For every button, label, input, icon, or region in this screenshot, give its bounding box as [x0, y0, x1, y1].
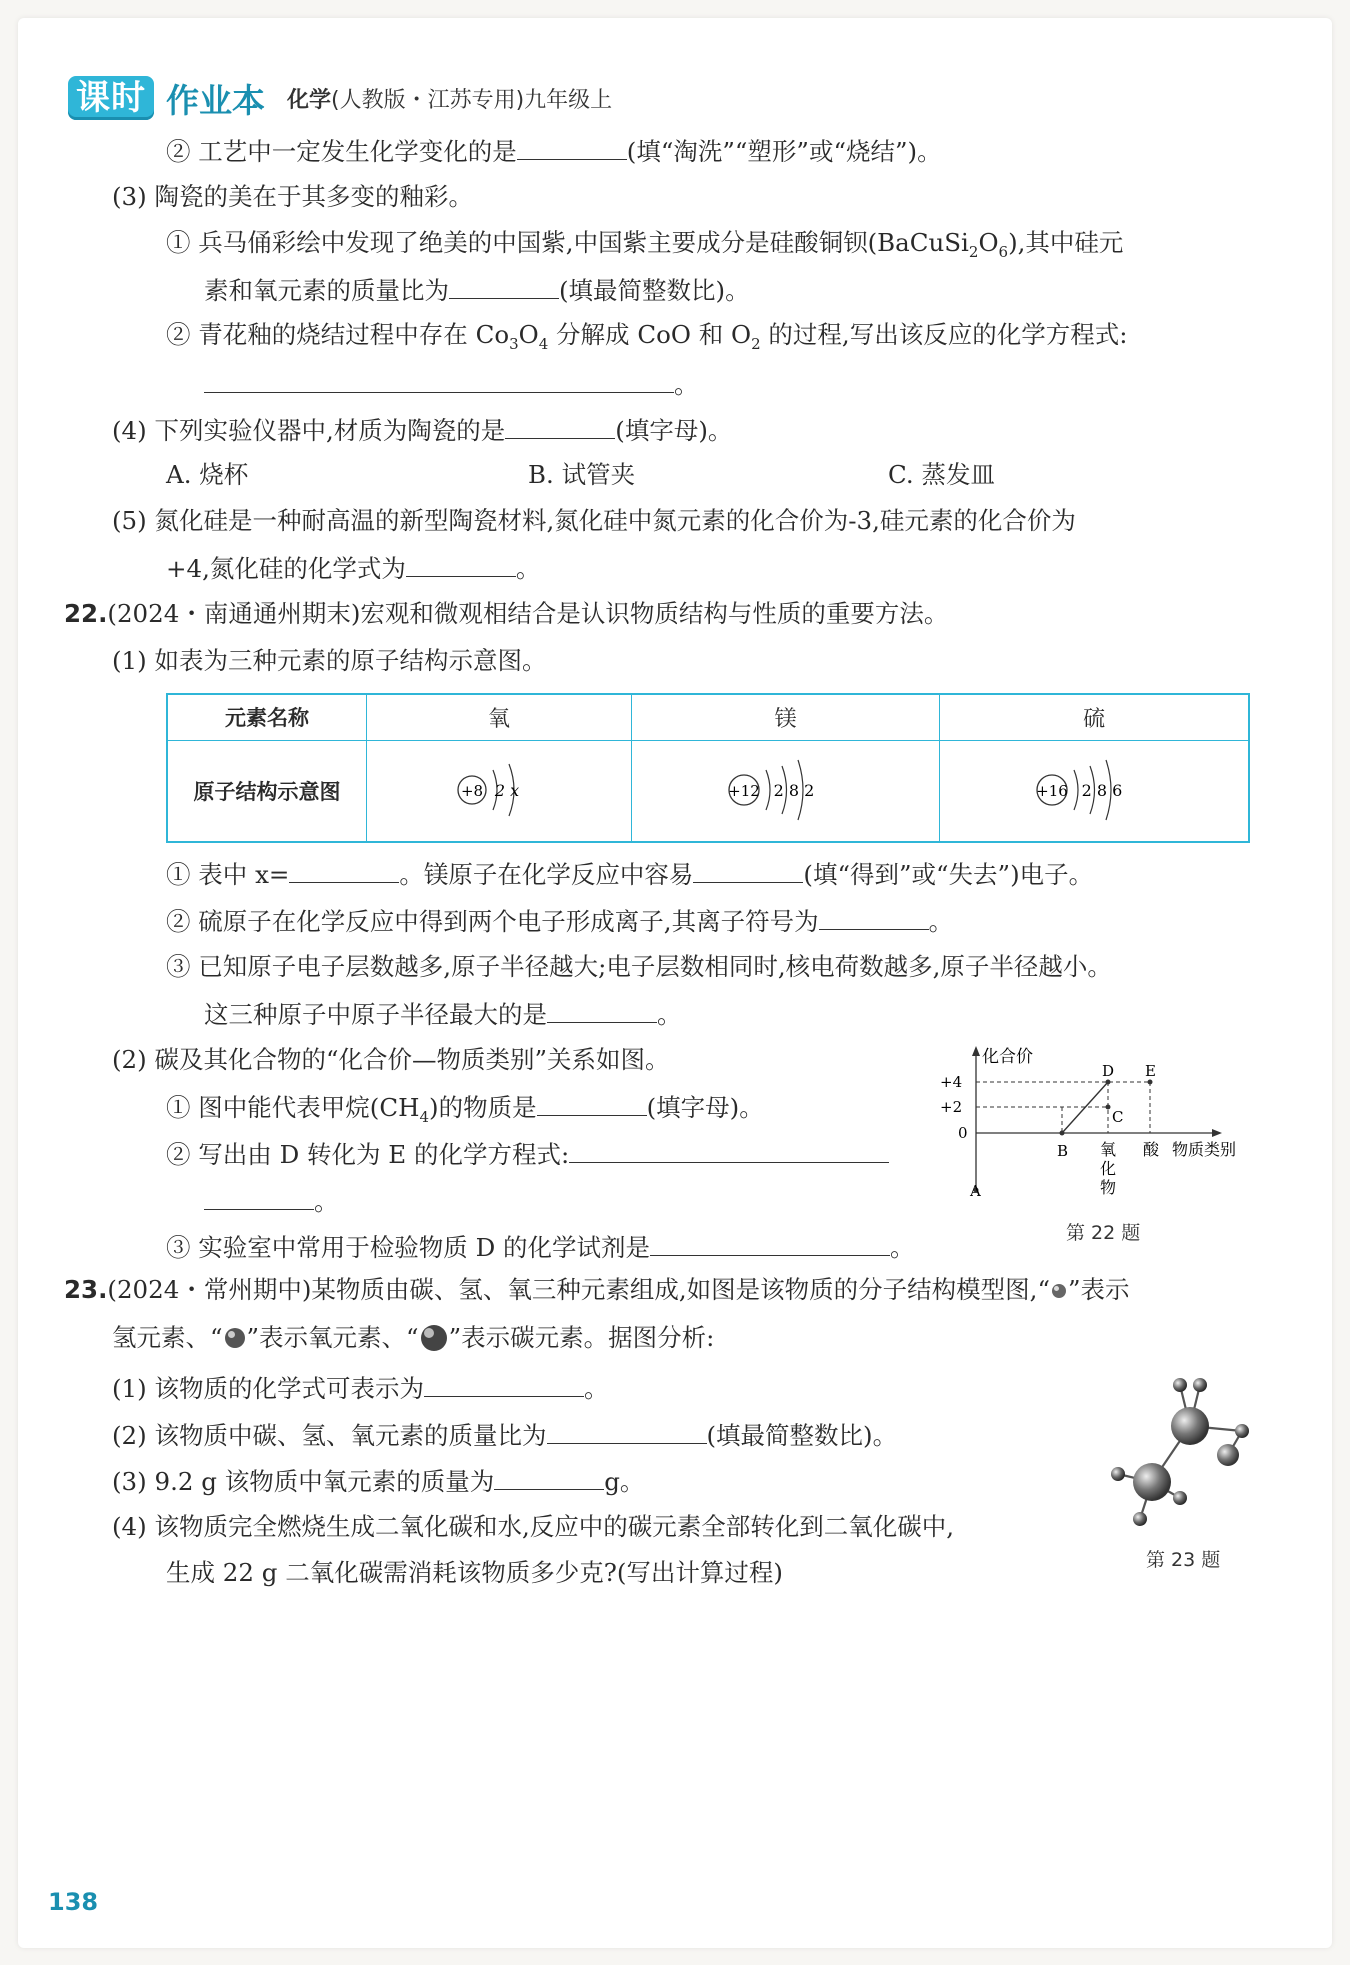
q22-2-1-text: ① 图中能代表甲烷(CH [166, 1093, 420, 1122]
q21-3-1 [166, 226, 1123, 269]
answer-blank[interactable] [204, 366, 674, 393]
ytick-plus2: +2 [940, 1098, 963, 1116]
q22-1-3-cont-text: 这三种原子中原子半径最大的是 [204, 1000, 547, 1029]
q22-1-2 [166, 903, 953, 939]
q21-3-1-o: O [978, 228, 999, 257]
q21-5-cont [166, 550, 540, 586]
oxygen-shells: 2 x [494, 780, 520, 800]
hydrogen-atom [1111, 1467, 1125, 1481]
q23-3-unit: g。 [604, 1467, 645, 1496]
label-a: A [970, 1182, 981, 1200]
oxygen-diagram [367, 740, 632, 842]
label-e: E [1145, 1062, 1156, 1080]
q21-3-1-cont-text: 素和氧元素的质量比为 [204, 276, 449, 305]
sulfur-diagram [940, 740, 1249, 842]
q22-2-2-cont [204, 1183, 339, 1219]
q23-text-2: ”表示 [1067, 1275, 1130, 1304]
q22-2-2-text: ② 写出由 D 转化为 E 的化学方程式: [166, 1140, 570, 1169]
xcat-oxide-2: 化 [1100, 1159, 1117, 1178]
hydrogen-atom [1173, 1491, 1187, 1505]
q22-1-2-text: ② 硫原子在化学反应中得到两个电子形成离子,其离子符号为 [166, 907, 819, 936]
xcat-acid: 酸 [1143, 1140, 1160, 1159]
q23-4: (4) 该物质完全燃烧生成二氧化碳和水,反应中的碳元素全部转化到二氧化碳中, [112, 1512, 955, 1541]
magnesium-nucleus: +12 [727, 781, 760, 800]
q22-1-3-cont [204, 996, 682, 1032]
q21-4-text: (4) 下列实验仪器中,材质为陶瓷的是 [112, 416, 506, 445]
q21-4-hint: (填字母)。 [615, 416, 733, 445]
page-header [68, 76, 612, 120]
q23-3 [112, 1463, 644, 1499]
q22-1-1-text: ① 表中 x= [166, 860, 290, 889]
hydrogen-atom [1235, 1424, 1249, 1438]
sulfur-shells: 2 8 6 [1081, 780, 1123, 800]
label-c: C [1112, 1108, 1124, 1126]
xcat-oxide-3: 物 [1100, 1178, 1117, 1197]
q22-stem [64, 597, 948, 631]
point-d [1106, 1080, 1111, 1085]
ytick-zero: 0 [958, 1124, 968, 1142]
q21-3-1-hint: (填最简整数比)。 [559, 276, 750, 305]
label-d: D [1102, 1062, 1115, 1080]
q21-3-2-text: ② 青花釉的烧结过程中存在 Co [166, 320, 510, 349]
q22-1-3: ③ 已知原子电子层数越多,原子半径越大;电子层数相同时,核电荷数越多,原子半径越小。 [166, 952, 1112, 981]
q23-3-text: (3) 9.2 g 该物质中氧元素的质量为 [112, 1467, 495, 1496]
q21-4 [112, 412, 732, 448]
x-axis-label: 物质类别 [1172, 1140, 1237, 1159]
point-c [1106, 1105, 1111, 1110]
period: 。 [657, 1000, 682, 1029]
q22-2: (2) 碳及其化合物的“化合价—物质类别”关系如图。 [112, 1045, 670, 1074]
subscript: 6 [998, 242, 1009, 261]
logo-keshi: 课时 [68, 76, 154, 120]
magnesium-shells: 2 8 2 [773, 780, 814, 800]
hydrogen-atom [1193, 1378, 1207, 1392]
table-cell-magnesium-name: 镁 [632, 694, 940, 740]
hydrogen-atom [1133, 1512, 1147, 1526]
q23-stem-cont [112, 1321, 714, 1355]
carbon-atom [1171, 1407, 1209, 1445]
table-cell-sulfur-name: 硫 [940, 694, 1249, 740]
y-axis-arrow [972, 1046, 980, 1056]
answer-blank[interactable] [424, 1370, 584, 1397]
q21-2-2-text: ② 工艺中一定发生化学变化的是 [166, 137, 517, 166]
q21-2-2-hint: (填“淘洗”“塑形”或“烧结”)。 [626, 137, 942, 166]
q21-5-cont-text: +4,氮化硅的化学式为 [166, 554, 406, 583]
edition: (人教版・江苏专用)九年级上 [331, 87, 613, 113]
q22-1-1 [166, 856, 1093, 892]
q23-2 [112, 1417, 897, 1453]
q21-3-2-answer [204, 366, 699, 402]
q22-2-3-text: ③ 实验室中常用于检验物质 D 的化学试剂是 [166, 1233, 651, 1262]
point-e [1148, 1080, 1153, 1085]
answer-blank[interactable] [406, 550, 516, 577]
y-axis-label: 化合价 [982, 1047, 1033, 1067]
oxygen-nucleus: +8 [460, 781, 484, 800]
q21-3-2 [166, 318, 1127, 361]
x-axis-arrow [1212, 1129, 1222, 1137]
answer-blank[interactable] [693, 856, 803, 883]
answer-blank[interactable] [569, 1136, 889, 1163]
period: 。 [584, 1374, 609, 1403]
q23-4-cont: 生成 22 g 二氧化碳需消耗该物质多少克?(写出计算过程) [166, 1558, 783, 1587]
subject: 化学 [287, 87, 332, 113]
period: 。 [928, 907, 954, 936]
fig22-caption: 第 22 题 [1066, 1222, 1141, 1244]
question-number: 23. [64, 1275, 108, 1304]
q23-2-hint: (填最简整数比)。 [706, 1421, 898, 1450]
q23-text-5: ”表示碳元素。据图分析: [448, 1323, 715, 1352]
option-b[interactable]: B. 试管夹 [528, 460, 636, 489]
oxygen-ball-icon [223, 1326, 247, 1350]
subscript: 4 [538, 334, 549, 353]
period: 。 [314, 1187, 339, 1216]
q21-3-1-tail: ),其中硅元 [1008, 228, 1124, 257]
point-b [1060, 1131, 1065, 1136]
subscript: 3 [509, 334, 519, 353]
period: 。 [674, 370, 699, 399]
atom-structure-table [166, 693, 1250, 843]
magnesium-diagram [632, 740, 940, 842]
answer-blank[interactable] [494, 1463, 604, 1490]
q23-1-text: (1) 该物质的化学式可表示为 [112, 1374, 424, 1403]
period: 。 [890, 1233, 915, 1262]
q23-text: (2024・常州期中)某物质由碳、氢、氧三种元素组成,如图是该物质的分子结构模型图,“ [107, 1275, 1050, 1304]
logo-zuoye: 作业本 [166, 80, 265, 120]
answer-blank[interactable] [517, 133, 627, 160]
option-a[interactable]: A. 烧杯 [166, 460, 249, 489]
q21-3-2-tail: 的过程,写出该反应的化学方程式: [760, 320, 1128, 349]
q22-1-1-hint: (填“得到”或“失去”)电子。 [803, 860, 1094, 889]
answer-blank[interactable] [547, 1417, 707, 1444]
q22-2-1 [166, 1089, 764, 1134]
oxygen-atom [1217, 1444, 1239, 1466]
table-cell-oxygen-name: 氧 [367, 694, 632, 740]
option-c[interactable]: C. 蒸发皿 [888, 460, 995, 489]
table-header-element-name: 元素名称 [167, 694, 367, 740]
q21-3-2-o: O [518, 320, 539, 349]
q21-3-1-cont [204, 272, 750, 308]
xcat-oxide-1: 氧 [1100, 1140, 1117, 1159]
fig23-caption: 第 23 题 [1146, 1549, 1221, 1571]
q21-2-2 [166, 133, 942, 169]
q22-1: (1) 如表为三种元素的原子结构示意图。 [112, 646, 547, 675]
q22-1-1-mid: 。镁原子在化学反应中容易 [399, 860, 694, 889]
q22-2-2 [166, 1136, 889, 1172]
answer-blank[interactable] [819, 903, 929, 930]
page-number: 138 [48, 1888, 99, 1916]
carbon-atom [1133, 1463, 1171, 1501]
q21-3-2-mid: 分解成 CoO 和 O [548, 320, 752, 349]
magnesium-atom-diagram [716, 748, 856, 828]
q22-2-3 [166, 1229, 915, 1265]
answer-blank[interactable] [204, 1183, 314, 1210]
sulfur-nucleus: +16 [1036, 781, 1068, 800]
answer-blank[interactable] [449, 272, 559, 299]
sulfur-atom-diagram [1024, 748, 1164, 828]
q23-text-3: 氢元素、“ [112, 1323, 223, 1352]
question-number: 22. [64, 599, 108, 628]
oxygen-atom-diagram [439, 748, 559, 828]
q23-text-4: ”表示氧元素、“ [246, 1323, 419, 1352]
table-header-structure: 原子结构示意图 [167, 740, 367, 842]
ytick-plus4: +4 [940, 1073, 963, 1091]
answer-blank[interactable] [289, 856, 399, 883]
q23-2-text: (2) 该物质中碳、氢、氧元素的质量比为 [112, 1421, 547, 1450]
q21-3-1-text: ① 兵马俑彩绘中发现了绝美的中国紫,中国紫主要成分是硅酸铜钡(BaCuSi [166, 228, 969, 257]
valence-category-diagram [940, 1040, 1260, 1210]
period: 。 [515, 554, 541, 583]
q23-1 [112, 1370, 609, 1406]
answer-blank[interactable] [650, 1229, 890, 1256]
answer-blank[interactable] [537, 1089, 647, 1116]
subscript: 2 [751, 334, 761, 353]
answer-blank[interactable] [547, 996, 657, 1023]
carbon-ball-icon [419, 1323, 449, 1353]
q23-stem [64, 1273, 1130, 1307]
q21-5: (5) 氮化硅是一种耐高温的新型陶瓷材料,氮化硅中氮元素的化合价为-3,硅元素的化合价为 [112, 506, 1076, 535]
molecule-model-figure [1100, 1368, 1270, 1538]
hydrogen-atom [1173, 1378, 1187, 1392]
hydrogen-ball-icon [1050, 1282, 1068, 1300]
label-b: B [1057, 1142, 1069, 1160]
q21-3: (3) 陶瓷的美在于其多变的釉彩。 [112, 182, 473, 211]
q22-2-1-mid: )的物质是 [429, 1093, 537, 1122]
book-subtitle [287, 83, 612, 114]
subscript: 4 [419, 1107, 430, 1126]
subscript: 2 [968, 242, 979, 261]
q22-text: (2024・南通通州期末)宏观和微观相结合是认识物质结构与性质的重要方法。 [107, 599, 949, 628]
answer-blank[interactable] [505, 412, 615, 439]
q22-2-1-hint: (填字母)。 [646, 1093, 764, 1122]
